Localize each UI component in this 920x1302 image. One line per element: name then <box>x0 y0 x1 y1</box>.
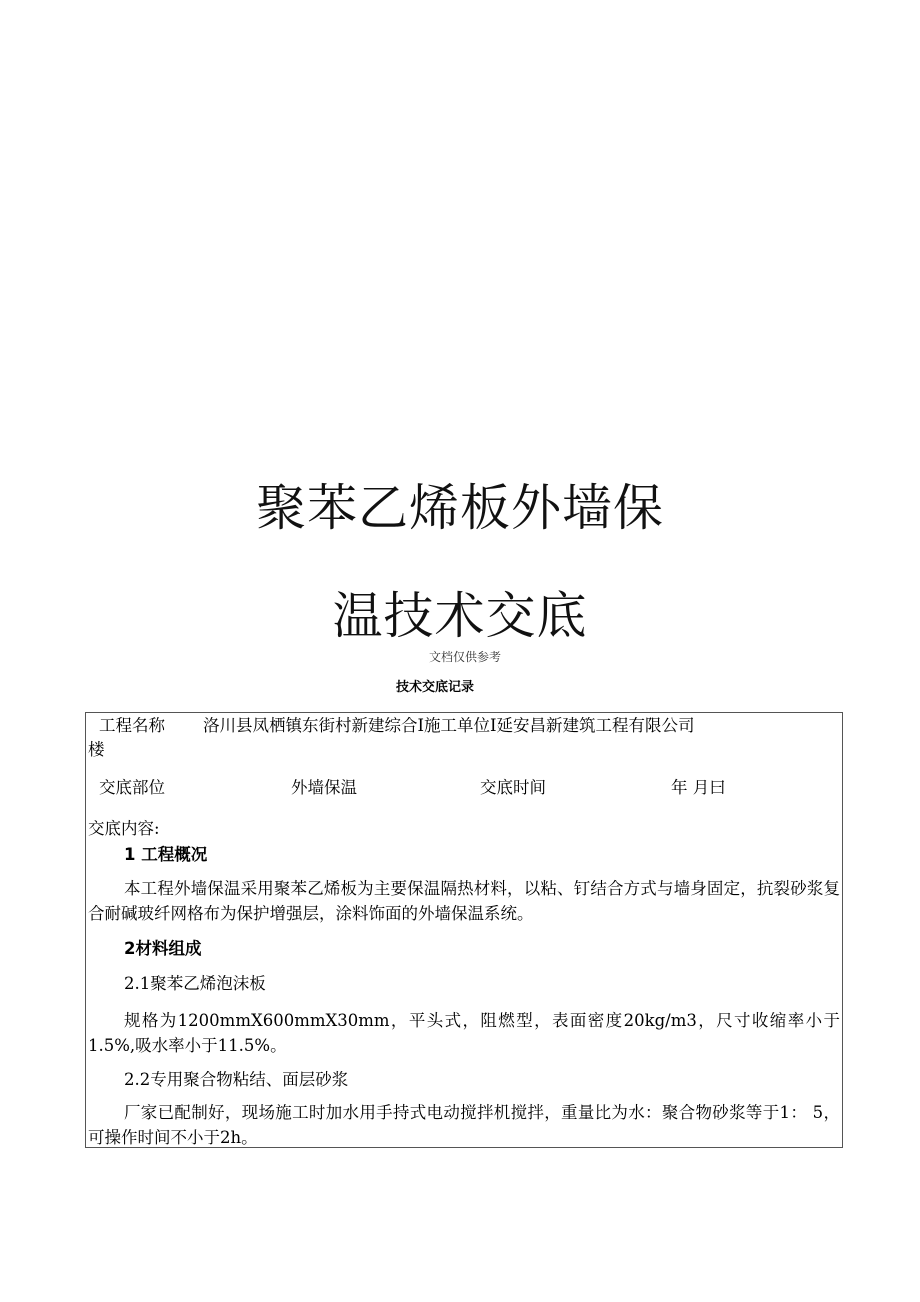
section-heading-overview: 1 工程概况 <box>124 845 208 864</box>
polymer-mortar-paragraph: 厂家已配制好，现场施工时加水用手持式电动搅拌机搅拌，重量比为水：聚合物砂浆等于1： 5，可操作时间不小于2h。 <box>88 1103 840 1147</box>
content-label: 交底内容: <box>88 819 160 838</box>
watermark-text: 文档仅供参考 <box>428 650 501 664</box>
project-name-value: 洛川县凤栖镇东街村新建综合I施工单位I延安昌新建筑工程有限公司 <box>203 716 695 735</box>
subheading-polymer-mortar: 2.2专用聚合物粘结、面层砂浆 <box>124 1070 349 1089</box>
eps-board-paragraph: 规格为1200mmX600mmX30mm，平头式，阻燃型，表面密度20kg/m3，尺寸收缩率小于1.5%,吸水率小于11.5%。 <box>88 1011 840 1055</box>
section-value: 外墙保温 <box>291 778 357 797</box>
document-title-line-1: 聚苯乙烯板外墙保 <box>256 479 664 537</box>
time-label: 交底时间 <box>480 778 546 797</box>
project-name-wrap: 楼 <box>88 740 105 759</box>
document-title-line-2: 温技术交底 <box>332 587 588 645</box>
handover-form <box>85 712 843 1148</box>
time-value: 年 月曰 <box>671 778 726 797</box>
record-title: 技术交底记录 <box>395 680 474 695</box>
section-heading-materials: 2材料组成 <box>124 939 202 958</box>
subheading-eps-board: 2.1聚苯乙烯泡沫板 <box>124 974 266 993</box>
project-name-label: 工程名称 <box>99 716 165 735</box>
section-label: 交底部位 <box>99 778 165 797</box>
overview-paragraph: 本工程外墙保温采用聚苯乙烯板为主要保温隔热材料，以粘、钉结合方式与墙身固定，抗裂砂浆复合耐碱玻纤网格布为保护增强层，涂料饰面的外墙保温系统。 <box>88 879 840 923</box>
